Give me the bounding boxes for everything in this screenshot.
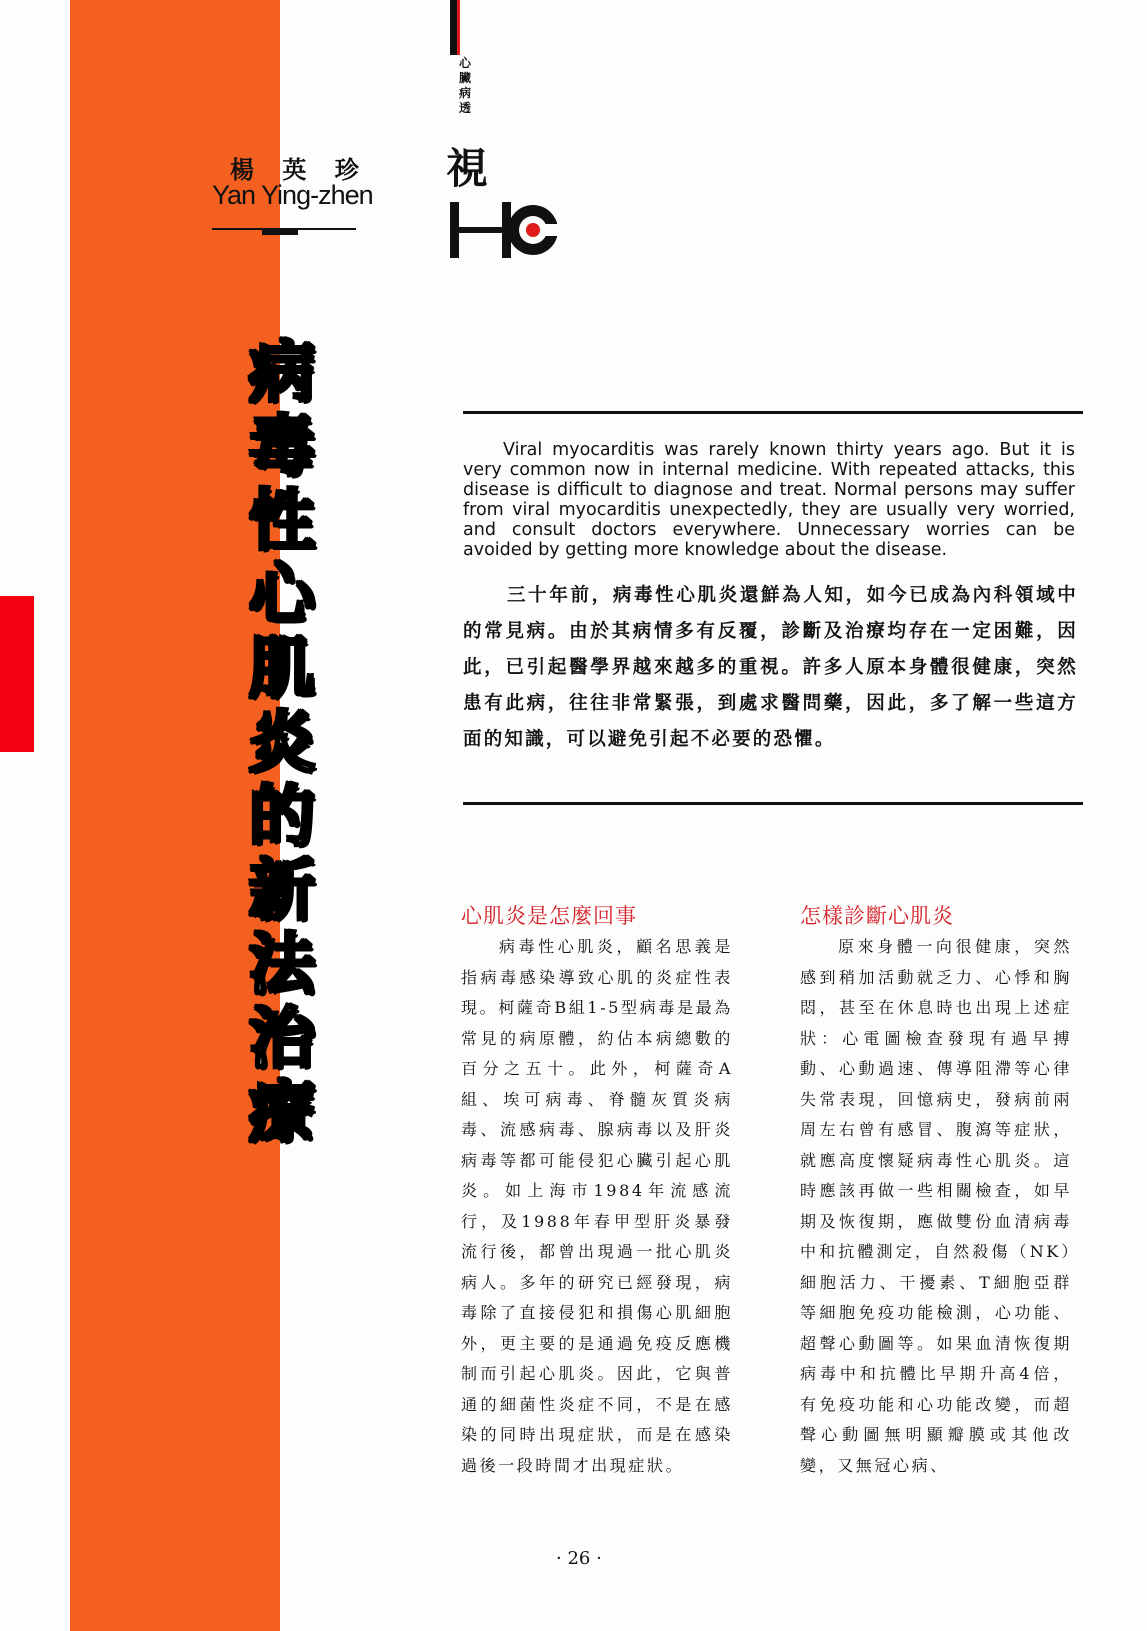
- abstract-english: Viral myocarditis was rarely known thirty years ago. But it is very common now in internal medicine. With repeated attacks, this disease is difficult to diagnose and treat. Normal persons may suffer from viral myocarditis unexpectedly, they are usually very worried, and consult doctors everywhere. Unnecessary worries can be avoided by getting more knowledge about the disease.: [463, 440, 1075, 560]
- section-text-left: 病毒性心肌炎，顧名思義是指病毒感染導致心肌的炎症性表現。柯薩奇B組1-5型病毒是最為常見的病原體，約佔本病總數的百分之五十。此外，柯薩奇A組、埃可病毒、脊髓灰質炎病毒、流感病毒、腺病毒以及肝炎病毒等都可能侵犯心臟引起心肌炎。如上海市1984年流感流行，及1988年春甲型肝炎暴發流行後，都曾出現過一批心肌炎病人。多年的研究已經發現，病毒除了直接侵犯和損傷心肌細胞外，更主要的是通過免疫反應機制而引起心肌炎。因此，它與普通的細菌性炎症不同，不是在感染的同時出現症狀，而是在感染過後一段時間才出現症狀。: [461, 937, 733, 1475]
- logo-bar: [450, 0, 457, 55]
- page-number: · 26 ·: [556, 1548, 602, 1569]
- column-logo: [446, 0, 580, 260]
- author-name-chinese: 楊 英 珍: [230, 156, 369, 184]
- section-text-right: 原來身體一向很健康，突然感到稍加活動就乏力、心悸和胸悶，甚至在休息時也出現上述症狀：心電圖檢查發現有過早搏動、心動過速、傳導阻滯等心律失常表現，回憶病史，發病前兩周左右曾有感冒、腹瀉等症狀，就應高度懷疑病毒性心肌炎。這時應該再做一些相關檢查，如早期及恢復期，應做雙份血清病毒中和抗體測定，自然殺傷（NK）細胞活力、干擾素、T細胞亞群等細胞免疫功能檢測，心功能、超聲心動圖等。如果血清恢復期病毒中和抗體比早期升高4倍，有免疫功能和心功能改變，而超聲心動圖無明顯瓣膜或其他改變，又無冠心病、: [800, 937, 1072, 1475]
- author-name-english: Yan Ying-zhen: [212, 180, 373, 210]
- abstract-top-rule: [463, 411, 1083, 414]
- abstract-bottom-rule: [463, 802, 1083, 805]
- abstract-chinese: 三十年前，病毒性心肌炎還鮮為人知，如今已成為內科領域中的常見病。由於其病情多有反覆，診斷及治療均存在一定困難，因此，已引起醫學界越來越多的重視。許多人原本身體很健康，突然患有此病，往往非常緊張，到處求醫問藥，因此，多了解一些這方面的知識，可以避免引起不必要的恐懼。: [463, 585, 1078, 750]
- section-heading-right: 怎樣診斷心肌炎: [800, 904, 954, 928]
- author-underline-mark: [262, 229, 298, 235]
- hc-logo-icon: [450, 200, 580, 260]
- column-label: 心臟病透: [458, 56, 471, 115]
- article-title: 病毒性心肌炎的新法治療: [249, 334, 315, 1151]
- column-big-character: 視: [446, 144, 489, 193]
- section-heading-left: 心肌炎是怎麼回事: [461, 904, 637, 928]
- logo-bar-red: [457, 0, 460, 55]
- red-edge-tab: [0, 596, 34, 752]
